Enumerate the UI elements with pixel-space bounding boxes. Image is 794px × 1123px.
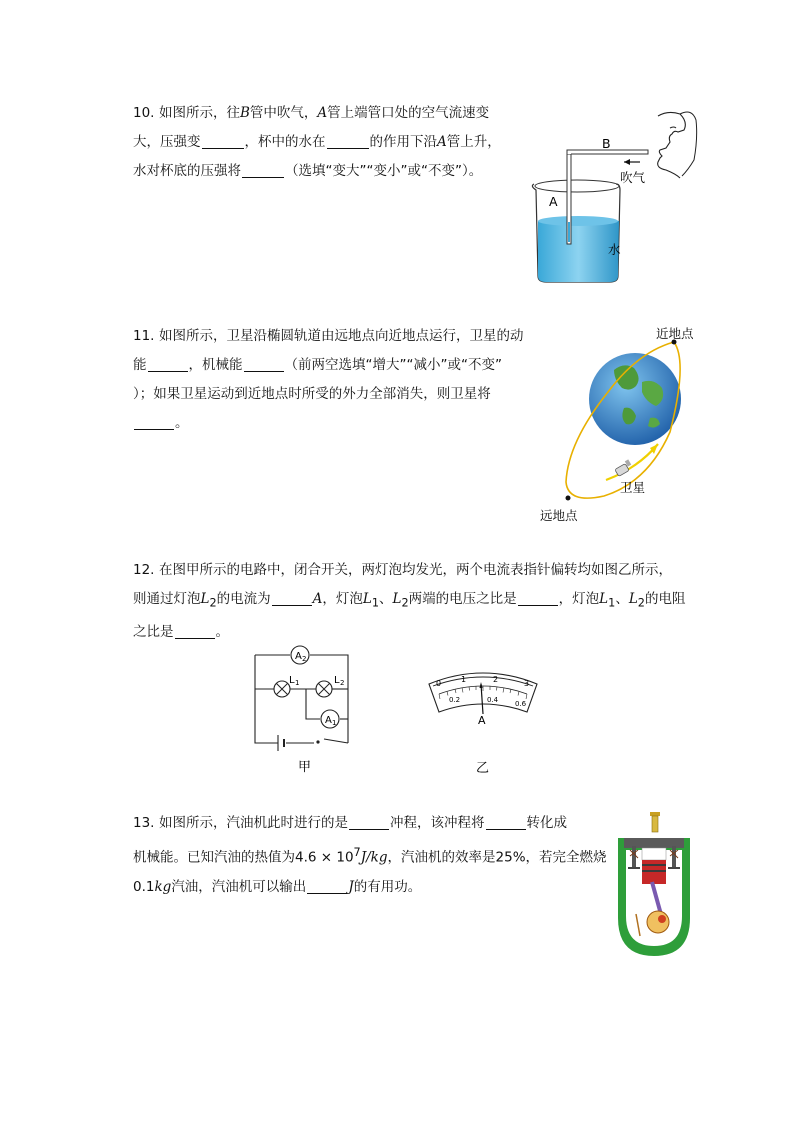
q12-line-3 — [133, 618, 685, 647]
ammeter-a1-sub: 1 — [332, 719, 337, 727]
ammeter-dial-figure — [425, 668, 541, 776]
label-near: 近地点 — [656, 326, 694, 341]
q12-line-1 — [133, 556, 685, 585]
q11-number: 11. — [133, 328, 155, 344]
q11-text: 能 — [133, 357, 147, 373]
q10-text: （选填“变大”“变小”或“不变”）。 — [285, 163, 483, 179]
ammeter-a1-label: A — [325, 715, 332, 726]
question-11 — [133, 322, 524, 438]
q10-text: 如图所示，往 — [159, 105, 240, 121]
q11-text: （前两空选填“增大”“减小”或“不变” — [284, 357, 502, 373]
q12-sub: 1 — [371, 596, 380, 610]
engine-figure — [614, 810, 694, 960]
switch-pivot — [316, 740, 319, 743]
q12-var: L — [392, 591, 402, 607]
q13-text: ，汽油机的效率是 — [387, 849, 496, 866]
answer-blank[interactable] — [327, 134, 369, 149]
answer-blank[interactable] — [242, 163, 284, 178]
water-in-tube — [568, 222, 570, 242]
crank-wheel — [647, 911, 669, 933]
q10-var-b: B — [240, 105, 250, 121]
tick-label-0: 0 — [436, 679, 442, 688]
q12-text: 、 — [615, 591, 629, 607]
caption-jia: 甲 — [298, 760, 312, 775]
label-a: A — [549, 194, 558, 209]
tick-label-0-6: 0.6 — [515, 700, 527, 708]
q10-text: 的作用下沿 — [369, 134, 437, 150]
q11-text: ）；如果卫星运动到近地点时所受的外力全部消失，则卫星将 — [133, 386, 491, 402]
lamp-l2-label: L — [334, 675, 340, 686]
hair-outline — [680, 112, 697, 176]
face-profile — [658, 112, 686, 178]
label-b: B — [602, 136, 611, 151]
q12-sub: 1 — [608, 596, 616, 610]
beaker-rim — [535, 180, 619, 192]
lamp-l1 — [274, 681, 290, 697]
q10-var-a: A — [437, 134, 447, 150]
q12-text: 、 — [379, 591, 393, 607]
crank-pin — [658, 915, 666, 923]
lamp-l2-sub: 2 — [340, 679, 345, 687]
ammeter-dial-drawing — [425, 668, 541, 776]
lamp-l1-sub: 1 — [295, 679, 300, 687]
answer-blank[interactable] — [307, 879, 347, 894]
q13-line-3 — [133, 873, 607, 902]
answer-blank[interactable] — [134, 415, 174, 430]
valve-right — [672, 846, 676, 868]
switch-lever — [324, 739, 348, 743]
spark-plug-top — [650, 812, 660, 816]
q12-line-2 — [133, 585, 685, 618]
piston-ring — [642, 864, 666, 866]
answer-blank[interactable] — [518, 591, 558, 606]
q12-text: 之比是 — [133, 623, 174, 640]
tick-label-3: 3 — [524, 679, 530, 688]
tick-label-0-4: 0.4 — [487, 696, 499, 704]
q12-var: L — [200, 591, 210, 607]
q13-unit: kg — [154, 878, 172, 895]
tick-label-0-2: 0.2 — [449, 696, 461, 704]
ammeter-a2 — [291, 646, 309, 664]
label-satellite: 卫星 — [620, 480, 646, 495]
beaker-figure — [528, 104, 700, 288]
label-blow: 吹气 — [620, 170, 646, 185]
valve-left — [632, 846, 636, 868]
q11-text: ，机械能 — [188, 357, 243, 373]
q11-line-2 — [133, 351, 524, 380]
q11-line-4 — [133, 409, 524, 438]
label-far: 远地点 — [540, 508, 578, 523]
satellite-figure-drawing — [538, 322, 700, 526]
far-point-dot — [566, 496, 571, 501]
answer-blank[interactable] — [244, 357, 284, 372]
q12-text: ，灯泡 — [558, 591, 600, 607]
combustion-chamber — [642, 848, 666, 860]
q13-text: 如图所示，汽油机此时进行的是 — [159, 815, 348, 831]
q10-text: 管中吹气， — [249, 105, 318, 121]
q10-line-1 — [133, 99, 501, 128]
q13-line-1 — [133, 809, 607, 838]
ammeter-a2-sub: 2 — [302, 655, 307, 663]
q10-text: 水对杯底的压强将 — [133, 163, 241, 179]
q12-var: L — [628, 591, 638, 607]
answer-blank[interactable] — [202, 134, 244, 149]
answer-blank[interactable] — [486, 815, 526, 830]
tick-label-1: 1 — [461, 675, 467, 684]
q13-number: 13. — [133, 815, 155, 831]
satellite-figure — [538, 322, 700, 526]
question-12 — [133, 556, 685, 647]
eye — [670, 127, 676, 128]
blow-arrowhead — [624, 159, 630, 165]
q11-line-3 — [133, 380, 524, 409]
ammeter-a1 — [321, 710, 339, 728]
dial-unit: A — [478, 714, 486, 727]
q10-text: 大，压强变 — [133, 134, 201, 150]
wire — [310, 655, 348, 743]
q13-line-2 — [133, 838, 607, 873]
q12-text: 在图甲所示的电路中，闭合开关，两灯泡均发光，两个电流表指针偏转均如图乙所示， — [159, 562, 672, 578]
q11-line-1 — [133, 322, 524, 351]
q12-text: 。 — [215, 623, 229, 640]
q12-sub: 2 — [637, 596, 645, 610]
q12-unit: A — [312, 591, 323, 607]
circuit-drawing — [250, 645, 360, 775]
q10-text: ，杯中的水在 — [244, 134, 326, 150]
water-surface — [538, 216, 618, 226]
label-water: 水 — [608, 242, 621, 257]
ammeter-a2-label: A — [295, 651, 302, 662]
q10-text: 管上端管口处的空气流速变 — [327, 105, 490, 121]
question-10 — [133, 99, 501, 186]
q12-text: 则通过灯泡 — [133, 591, 201, 607]
answer-blank[interactable] — [175, 624, 215, 639]
piston-ring — [642, 870, 666, 872]
answer-blank[interactable] — [148, 357, 188, 372]
spark-plug — [652, 816, 658, 832]
q12-sub: 2 — [401, 596, 409, 610]
q13-text: 汽油，汽油机可以输出 — [171, 878, 307, 895]
q13-unit: J — [348, 878, 354, 895]
q11-text: 。 — [175, 415, 189, 431]
q11-text: 如图所示，卫星沿椭圆轨道由远地点向近地点运行，卫星的动 — [159, 328, 524, 344]
beaker-figure-drawing — [528, 104, 700, 288]
q10-line-2 — [133, 128, 501, 157]
q13-text: 机械能。已知汽油的热值为 — [133, 849, 295, 866]
answer-blank[interactable] — [349, 815, 389, 830]
motion-arrow — [606, 444, 658, 480]
q12-var: L — [362, 591, 372, 607]
answer-blank[interactable] — [272, 591, 312, 606]
q12-text: 两端的电压之比是 — [408, 591, 517, 607]
q10-number: 10. — [133, 105, 155, 121]
water — [538, 221, 619, 282]
q13-text: ，若完全燃烧 — [525, 849, 607, 866]
q12-number: 12. — [133, 562, 155, 578]
q12-var: L — [599, 591, 609, 607]
tick-label-2: 2 — [493, 675, 499, 684]
question-13 — [133, 809, 607, 902]
q10-var-a: A — [317, 105, 328, 121]
q12-text: 的电阻 — [644, 591, 686, 607]
q13-sup: 7 — [353, 846, 361, 859]
q13-text: 冲程，该冲程将 — [390, 815, 485, 831]
q12-text: 的电流为 — [216, 591, 271, 607]
q13-math: 25% — [495, 849, 526, 866]
q13-math: 4.6 × 10 — [295, 849, 354, 866]
caption-yi: 乙 — [476, 761, 490, 776]
wire — [255, 655, 278, 743]
engine-drawing — [614, 810, 694, 960]
q12-sub: 2 — [209, 596, 217, 610]
q12-text: ，灯泡 — [322, 591, 363, 607]
q13-text: 的有用功。 — [353, 878, 422, 895]
circuit-figure — [250, 645, 360, 775]
q10-line-3 — [133, 157, 501, 186]
lamp-l2 — [316, 681, 332, 697]
lamp-l1-label: L — [289, 675, 295, 686]
q13-unit: J/kg — [360, 849, 388, 866]
q13-text: 转化成 — [526, 815, 567, 831]
q13-math: 0.1 — [133, 878, 155, 895]
q10-text: 管上升， — [446, 134, 501, 150]
